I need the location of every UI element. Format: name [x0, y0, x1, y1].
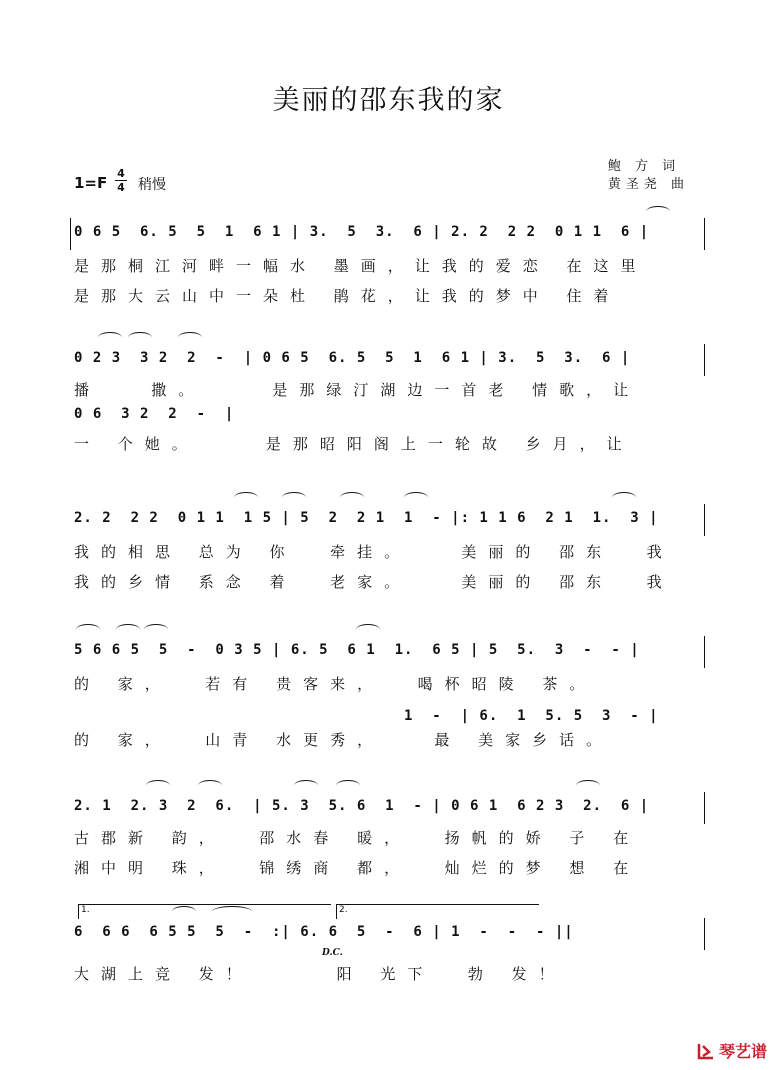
- slur-mark: [178, 332, 202, 343]
- slur-mark: [98, 332, 122, 343]
- barline: [704, 918, 705, 950]
- lyric-line-1: 我的相思 总为 你 牵挂。 美丽的 邵东 我: [74, 543, 674, 561]
- slur-mark: [234, 492, 258, 503]
- slur-mark: [146, 780, 170, 791]
- lyric-line-2: 的 家， 山青 水更秀， 最 美家乡话。: [74, 731, 614, 749]
- barline: [704, 344, 705, 376]
- notation-line: 5 6 6 5 5 - 0 3 5 | 6. 5 6 1 1. 6 5 | 5 5. 3 - - |: [74, 642, 640, 658]
- volta-1: 1.: [78, 904, 331, 919]
- slur-mark: [116, 624, 140, 635]
- lyricist-credit: 鲍 方 词: [607, 159, 681, 174]
- slur-mark: [356, 624, 380, 635]
- lyric-line-1: 是那桐江河畔一幅水 墨画，让我的爱恋 在这里: [74, 257, 648, 275]
- barline: [70, 218, 71, 250]
- slur-mark: [172, 906, 196, 917]
- slur-mark: [612, 492, 636, 503]
- slur-mark: [198, 780, 222, 791]
- tempo-marking: 稍慢: [138, 177, 166, 193]
- barline: [704, 636, 705, 668]
- lyric-line-1: 古郡新 韵， 邵水春 暖， 扬帆的娇 子 在: [74, 829, 641, 847]
- slur-mark: [404, 492, 428, 503]
- composer-credit: 黄圣尧 曲: [607, 177, 689, 192]
- lyric-line-2: 一 个她。 是那昭阳阁上一轮故 乡月，让: [74, 435, 634, 453]
- lyric-line-2: 是那大云山中一朵杜 鹃花，让我的梦中 住着: [74, 287, 621, 305]
- slur-mark: [576, 780, 600, 791]
- time-signature: [115, 168, 127, 193]
- notation-line: 0 6 5 6. 5 5 1 6 1 | 3. 5 3. 6 | 2. 2 2 2 0 1 1 6 |: [74, 224, 650, 240]
- notation-line-alt: 1 - | 6. 1 5. 5 3 - |: [404, 708, 659, 724]
- site-logo: [697, 1039, 767, 1062]
- lyric-line-2: 我的乡情 系念 着 老家。 美丽的 邵东 我: [74, 573, 674, 591]
- credits: [608, 158, 689, 194]
- time-signature-bottom: 4: [117, 181, 125, 194]
- slur-mark: [282, 492, 306, 503]
- slur-mark: [128, 332, 152, 343]
- slur-mark: [646, 206, 670, 217]
- slur-mark: [340, 492, 364, 503]
- slur-mark: [294, 780, 318, 791]
- slur-mark: [212, 906, 252, 917]
- slur-mark: [336, 780, 360, 791]
- time-signature-top: 4: [117, 167, 125, 180]
- lyric-line-2: 湘中明 珠， 锦绣商 都， 灿烂的梦 想 在: [74, 859, 641, 877]
- barline: [704, 218, 705, 250]
- key-signature: 1=F: [74, 174, 108, 192]
- logo-text: 琴艺谱: [718, 1042, 767, 1061]
- lyric-line-1: 的 家， 若有 贵客来， 喝杯昭陵 茶。: [74, 675, 597, 693]
- slur-mark: [144, 624, 168, 635]
- notation-line: 2. 2 2 2 0 1 1 1 5 | 5 2 2 1 1 - |: 1 1 6 2 1 1. 3 |: [74, 510, 659, 526]
- lyric-line-1: 播 撒。 是那绿汀湖边一首老 情歌，让: [74, 381, 641, 399]
- song-title: 美丽的邵东我的家: [272, 85, 505, 116]
- slur-mark: [76, 624, 100, 635]
- lyric-line-1: 大湖上竞 发！ 阳 光下 勃 发！: [74, 965, 566, 983]
- notation-line: 2. 1 2. 3 2 6. | 5. 3 5. 6 1 - | 0 6 1 6 2 3 2. 6 |: [74, 798, 650, 814]
- barline: [704, 792, 705, 824]
- volta-2: 2.: [336, 904, 539, 919]
- notation-line: 6 6 6 6 5 5 5 - :| 6. 6 5 - 6 | 1 - - - ||: [74, 924, 574, 940]
- da-capo-marking: D.C.: [322, 948, 343, 958]
- notation-line-alt: 0 6 3 2 2 - |: [74, 406, 235, 422]
- logo-icon: [697, 1042, 715, 1060]
- barline: [704, 504, 705, 536]
- notation-line: 0 2 3 3 2 2 - | 0 6 5 6. 5 5 1 6 1 | 3. 5 3. 6 |: [74, 350, 631, 366]
